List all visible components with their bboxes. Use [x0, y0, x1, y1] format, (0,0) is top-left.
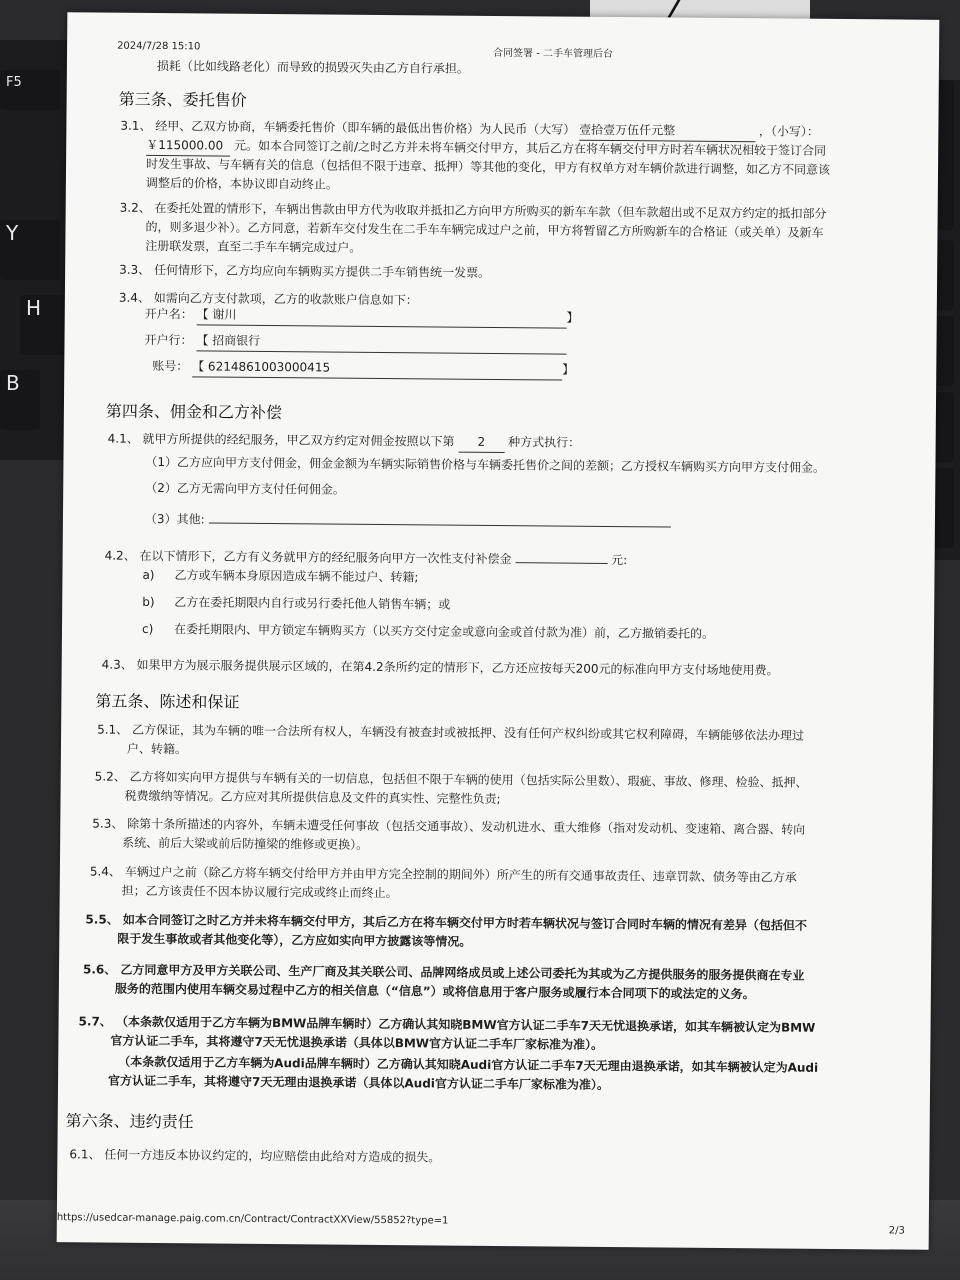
account-name-label: 开户名：	[144, 306, 193, 322]
clause-5-3-line1: 5.3、 除第十条所描述的内容外，车辆未遭受任何事故（包括交通事故）、发动机进水、重大维修（指对发动机、变速箱、离合器、转向	[92, 816, 806, 837]
clause-5-6-line1: 5.6、 乙方同意甲方及甲方关联公司、生产厂商及其关联公司、品牌网络成员或上述公司委托为其或为乙方提供服务的服务提供商在专业	[82, 962, 805, 983]
clause-5-1-line2: 户、转籍。	[126, 741, 188, 757]
clause-6-1: 6.1、 任何一方违反本协议约定的，均应赔偿由此给对方造成的损失。	[69, 1147, 441, 1165]
print-title: 合同签署 - 二手车管理后台	[492, 47, 614, 60]
account-name-value: 谢川	[212, 307, 237, 322]
intro-line: 损耗（比如线路老化）而导致的损毁灭失由乙方自行承担。	[156, 59, 469, 76]
clause-4-2-c: 在委托期限内、甲方锁定车辆购买方（以买方交付定金或意向金或首付款为准）前，乙方撤销委托的。	[173, 622, 715, 641]
print-url: https://usedcar-manage.paig.com.cn/Contract/ContractXXView/55852?type=1	[56, 1212, 449, 1227]
commission-option-3	[145, 506, 671, 534]
key-b: B	[0, 370, 40, 430]
clause-3-1-line4: 调整后的价格，本协议即自动终止。	[145, 175, 338, 192]
clause-3-1-text: ，（小写）：	[758, 124, 820, 139]
clause-5-5-line2: 限于发生事故或者其他变化等），乙方应如实向甲方披露该等情况。	[117, 931, 472, 949]
price-uppercase: 壹拾壹万伍仟元整	[579, 121, 755, 143]
clause-3-3: 3.3、 任何情形下，乙方均应向车辆购买方提供二手车销售统一发票。	[119, 262, 491, 280]
account-name-field: 【 谢川	[196, 305, 566, 328]
clause-5-7-line1: 5.7、 （本条款仅适用于乙方车辆为BMW品牌车辆时）乙方确认其知晓BMW官方认证二手车7天无忧退换承诺，如其车辆被认定为BMW	[78, 1014, 816, 1035]
clause-4-1-text: 种方式执行：	[508, 435, 581, 450]
clause-4-1-text: 4.1、 就甲方所提供的经纪服务，甲乙双方约定对佣金按照以下第	[107, 431, 455, 449]
account-number-row: 账号： 【 6214861003000415 】	[152, 357, 574, 381]
account-bank-row	[144, 331, 566, 355]
clause-5-4-line2: 担；乙方该责任不因本协议履行完成或终止而终止。	[121, 883, 398, 901]
section-6-title: 第六条、违约责任	[65, 1111, 194, 1132]
account-bank-label: 开户行：	[144, 332, 193, 348]
commission-option-1: （1）乙方应向甲方支付佣金，佣金金额为车辆实际销售价格与车辆委托售价之间的差额；乙方授权车辆购买方向甲方支付佣金。	[145, 454, 826, 475]
clause-5-7-line2: 官方认证二手车，其将遵守7天无忧退换承诺（具体以BMW官方认证二手车厂家标准为准）。	[110, 1033, 604, 1052]
account-bank-field: 【 招商银行	[196, 331, 566, 354]
clause-5-5-line1: 5.5、 如本合同签订之时乙方并未将车辆交付甲方，其后乙方在将车辆交付甲方时若车辆状况与签订合同时车辆的情况有差异（包括但不	[85, 912, 807, 933]
clause-5-7-line4: 官方认证二手车，其将遵守7天无理由退换承诺（具体以Audi官方认证二手车厂家标准为准）。	[108, 1073, 609, 1092]
clause-3-1-text: 3.1、 经甲、乙双方协商，车辆委托售价（即车辆的最低出售价格）为人民币（大写）	[120, 118, 576, 137]
commission-option: 2	[458, 433, 504, 453]
key-f5: F5	[0, 70, 60, 110]
clause-4-2-a: 乙方或车辆本身原因造成车辆不能过户、转籍;	[174, 568, 419, 585]
clause-4-2-b-label: b)	[142, 594, 155, 610]
account-bank-value: 招商银行	[212, 333, 261, 348]
clause-4-2-b: 乙方在委托期限内自行或另行委托他人销售车辆；或	[174, 595, 451, 612]
contract-page	[57, 12, 940, 1250]
clause-5-4-line1: 5.4、 车辆过户之前（除乙方将车辆交付给甲方并由甲方完全控制的期间外）所产生的所有交通事故责任、违章罚款、债务等由乙方承	[89, 864, 797, 885]
clause-4-3: 4.3、 如果甲方为展示服务提供展示区域的，在第4.2条所约定的情形下，乙方还应按每天200元的标准向甲方支付场地使用费。	[101, 657, 779, 678]
account-number-field: 【 6214861003000415	[192, 357, 562, 380]
clause-4-1	[108, 430, 581, 454]
section-5-title: 第五条、陈述和保证	[95, 691, 240, 712]
clause-4-2-text: 4.2、 在以下情形下，乙方有义务就甲方的经纪服务向甲方一次性支付补偿金	[104, 548, 512, 567]
clause-3-2-line1: 3.2、 在委托处置的情形下，车辆出售款由甲方代为收取并抵扣乙方向甲方所购买的新车车款（但车款超出或不足双方约定的抵扣部分	[119, 200, 827, 221]
clause-5-6-line2: 服务的范围内使用车辆交易过程中乙方的相关信息（“信息”）或将信息用于客户服务或履行本合同项下的或法定的义务。	[114, 981, 755, 1002]
clause-3-4: 3.4、 如需向乙方支付款项，乙方的收款账户信息如下：	[118, 290, 418, 308]
clause-3-1-line3: 时发生事故、与车辆有关的信息（包括但不限于违章、抵押）等其他的变化，甲方有权单方对车辆价款进行调整，如乙方不同意该	[146, 156, 831, 177]
clause-5-7-line3: （本条款仅适用于乙方车辆为Audi品牌车辆时）乙方确认其知晓Audi官方认证二手车7天无理由退换承诺，如其车辆被认定为Audi	[118, 1054, 819, 1075]
key-h: H	[20, 295, 70, 355]
clause-5-1-line1: 5.1、 乙方保证，其为车辆的唯一合法所有权人，车辆没有被查封或被抵押、没有任何产权纠纷或其它权利障碍，车辆能够依法办理过	[97, 722, 805, 743]
clause-3-2-line3: 注册联发票，直至二手车车辆完成过户。	[145, 238, 362, 255]
print-timestamp: 2024/7/28 15:10	[117, 40, 201, 53]
clause-4-2-c-label: c)	[141, 621, 154, 636]
clause-5-3-line2: 系统、前后大梁或前后防撞梁的维修或更换）。	[122, 835, 369, 852]
clause-4-2-a-label: a)	[142, 567, 155, 583]
page-number: 2/3	[888, 1225, 905, 1237]
clause-5-2-line1: 5.2、 乙方将如实向甲方提供与车辆有关的一切信息，包括但不限于车辆的使用（包括实际公里数）、瑕疵、事故、修理、检验、抵押、	[94, 769, 808, 790]
compensation-amount-field	[515, 546, 607, 564]
account-number-value: 6214861003000415	[207, 359, 331, 375]
clause-3-1-text: 元。如本合同签订之前/之时乙方并未将车辆交付甲方，其后乙方在将车辆交付甲方时若车辆状况相较于签订合同	[233, 138, 827, 158]
clause-5-2-line2: 税费缴纳等情况。乙方应对其所提供信息及文件的真实性、完整性负责;	[124, 788, 501, 807]
price-lowercase: ￥115000.00	[146, 136, 230, 157]
commission-option-3-label: （3）其他:	[144, 511, 205, 527]
key-y: Y	[0, 220, 60, 280]
clause-4-2-text: 元:	[611, 552, 628, 568]
account-number-label: 账号：	[152, 358, 189, 374]
section-3-title: 第三条、委托售价	[118, 89, 247, 110]
commission-other-field	[208, 506, 670, 527]
commission-option-2: （2）乙方无需向甲方支付任何佣金。	[145, 480, 345, 497]
section-4-title: 第四条、佣金和乙方补偿	[105, 401, 282, 423]
clause-3-2-line2: 的，则多退少补）。乙方同意，若新车交付发生在二手车车辆完成过户之前，甲方将暂留乙方所购新车的合格证（或关单）及新车	[145, 219, 824, 240]
account-name-row: 开户名： 【 谢川 】	[145, 305, 579, 329]
